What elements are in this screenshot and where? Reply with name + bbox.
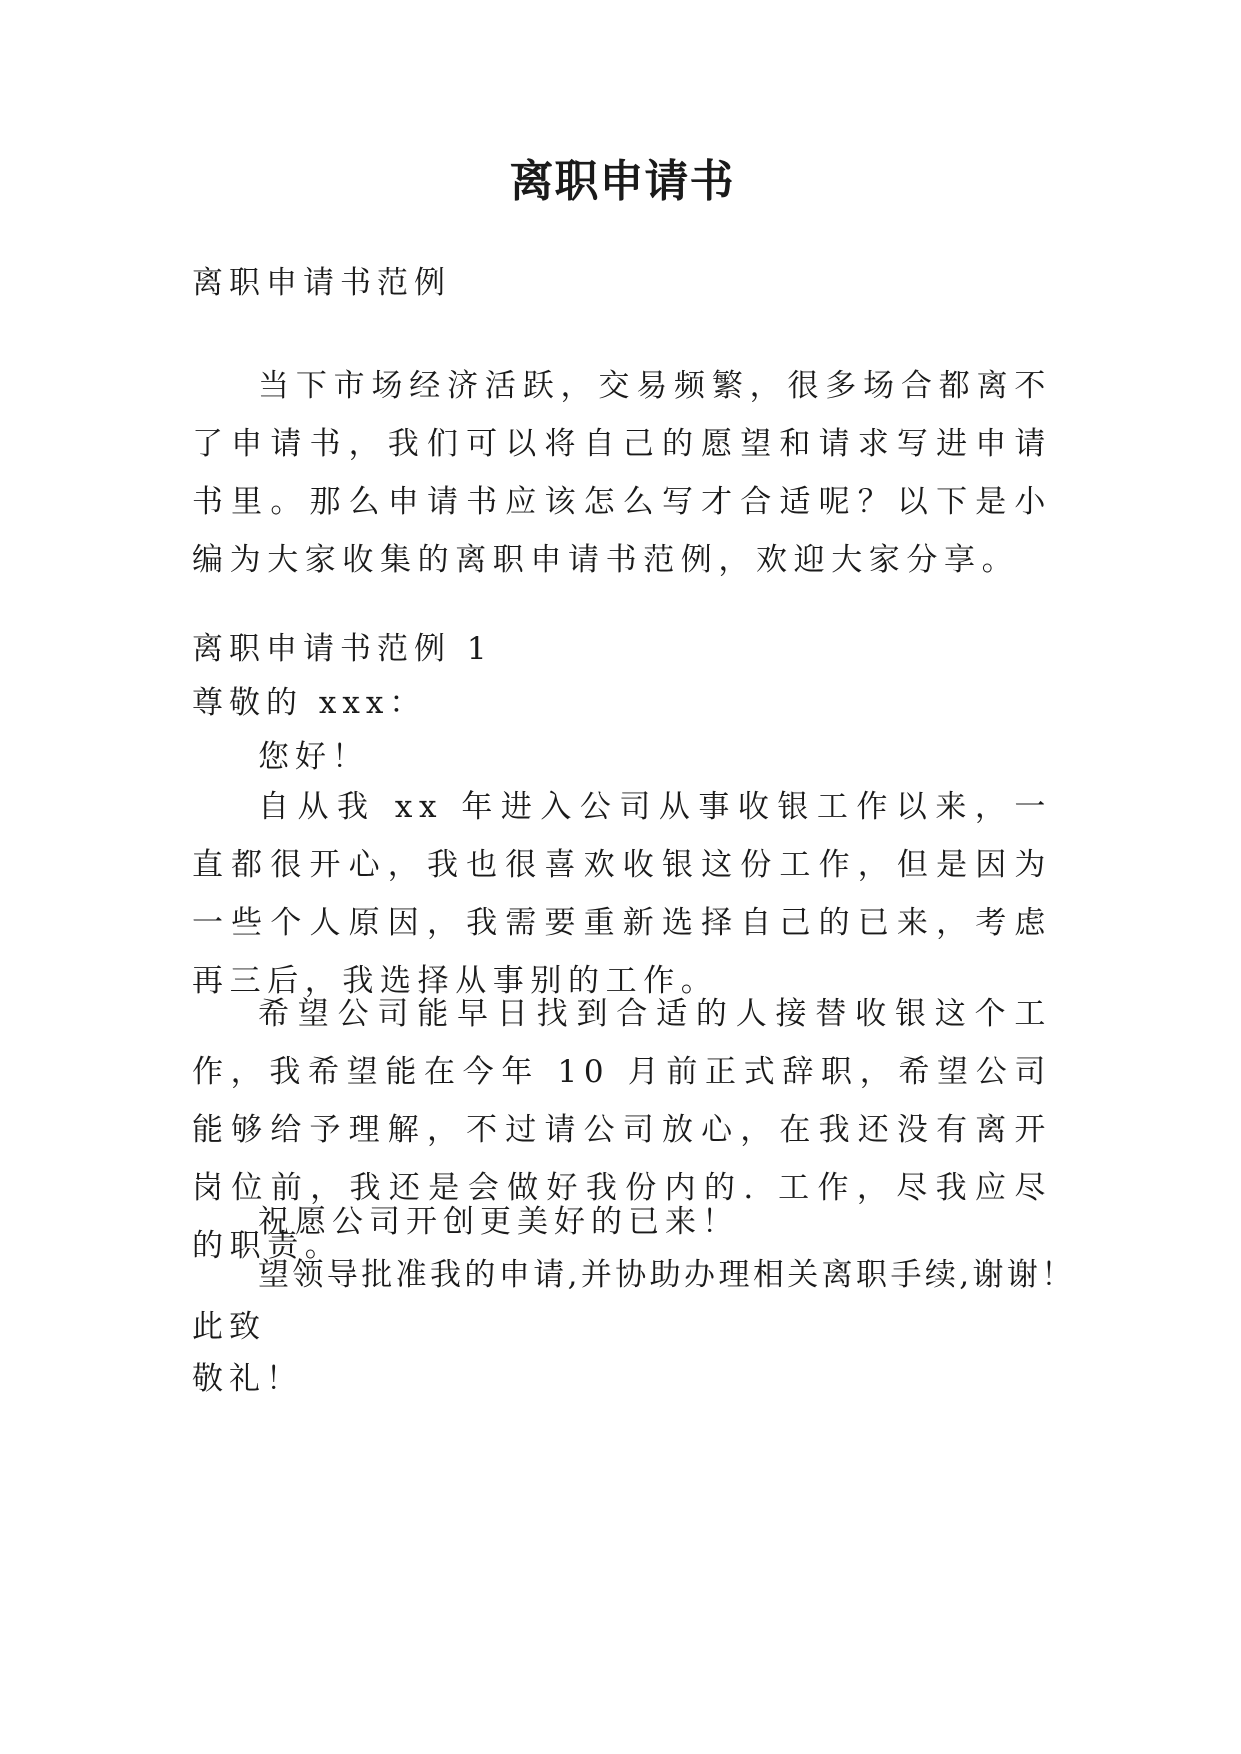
request-line: 望领导批准我的申请,并协助办理相关离职手续,谢谢！ — [258, 1257, 1076, 1293]
salutation: 尊敬的 xxx： — [192, 685, 427, 721]
body-paragraph-2: 希望公司能早日找到合适的人接替收银这个工作，我希望能在今年 10 月前正式辞职，希望公司能够给予理解，不过请公司放心，在我还没有离开岗位前，我还是会做好我份内的. 工作，尽我应尽的职责。 — [192, 996, 1052, 1264]
document-title: 离职申请书 — [509, 156, 735, 207]
greeting: 您好！ — [258, 739, 369, 775]
wish-line: 祝愿公司开创更美好的已来！ — [258, 1204, 739, 1240]
closing-line-2: 敬礼！ — [192, 1361, 303, 1397]
closing-line-1: 此致 — [192, 1309, 266, 1345]
intro-paragraph: 当下市场经济活跃，交易频繁，很多场合都离不了申请书，我们可以将自己的愿望和请求写进申请书里。那么申请书应该怎么写才合适呢？以下是小编为大家收集的离职申请书范例，欢迎大家分享。 — [192, 368, 1052, 578]
sample-heading: 离职申请书范例 1 — [192, 631, 493, 667]
body-paragraph-1: 自从我 xx 年进入公司从事收银工作以来，一直都很开心，我也很喜欢收银这份工作，但是因为一些个人原因，我需要重新选择自己的已来，考虑再三后，我选择从事别的工作。 — [192, 789, 1052, 999]
subtitle: 离职申请书范例 — [192, 265, 451, 301]
